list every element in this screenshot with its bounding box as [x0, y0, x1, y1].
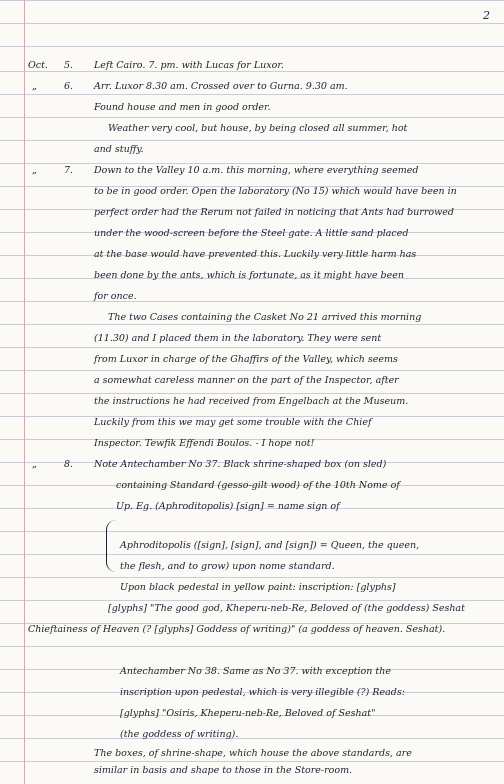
- diary-line-oct7-e: at the base would have prevented this. Luckily very little harm has: [94, 249, 417, 260]
- diary-line-oct6-b: Found house and men in good order.: [94, 102, 271, 113]
- diary-line-oct6-d: and stuffy.: [94, 144, 144, 155]
- diary-line-oct8-c: Up. Eg. (Aphroditopolis) [sign] = name sign of: [116, 501, 340, 512]
- diary-line-oct7-mark: „: [32, 165, 37, 176]
- diary-line-ante38-d: (the goddess of writing).: [120, 729, 239, 740]
- bracket-mark: [106, 520, 117, 572]
- diary-line-oct7-j: from Luxor in charge of the Ghaffirs of the Valley, which seems: [94, 354, 398, 365]
- diary-line-oct7-b: to be in good order. Open the laboratory (No 15) which would have been in: [94, 186, 457, 197]
- diary-line-oct7-n: Inspector. Tewfik Effendi Boulos. - I hope not!: [94, 438, 315, 449]
- diary-line-oct7-d: under the wood-screen before the Steel gate. A little sand placed: [94, 228, 409, 239]
- diary-line-ante38-a: Antechamber No 38. Same as No 37. with exception the: [120, 666, 391, 677]
- diary-line-oct8-day: 8.: [64, 459, 74, 470]
- diary-line-oct8-h: Chieftainess of Heaven (? [glyphs] Goddess of writing)" (a goddess of heaven. Seshat).: [28, 624, 446, 635]
- diary-line-oct5-day: 5.: [64, 60, 74, 71]
- diary-line-oct6-c: Weather very cool, but house, by being closed all summer, hot: [108, 123, 408, 134]
- margin-rule: [24, 0, 25, 784]
- diary-line-oct7-a: Down to the Valley 10 a.m. this morning, where everything seemed: [94, 165, 419, 176]
- diary-line-ante38-e: The boxes, of shrine-shape, which house the above standards, are: [94, 748, 412, 759]
- diary-line-oct8-mark: „: [32, 459, 37, 470]
- diary-line-oct7-day: 7.: [64, 165, 74, 176]
- diary-line-oct8-d: Aphroditopolis ([sign], [sign], and [sign]) = Queen, the queen,: [120, 540, 420, 551]
- diary-line-oct7-l: the instructions he had received from Engelbach at the Museum.: [94, 396, 409, 407]
- diary-line-oct8-f: Upon black pedestal in yellow paint: inscription: [glyphs]: [120, 582, 396, 593]
- diary-line-oct7-c: perfect order had the Rerum not failed in noticing that Ants had burrowed: [94, 207, 454, 218]
- diary-line-oct6-a: Arr. Luxor 8.30 am. Crossed over to Gurna. 9.30 am.: [94, 81, 348, 92]
- diary-line-oct7-i: (11.30) and I placed them in the laboratory. They were sent: [94, 333, 382, 344]
- diary-line-oct7-k: a somewhat careless manner on the part of the Inspector, after: [94, 375, 399, 386]
- diary-line-ante38-f: similar in basis and shape to those in the Store-room.: [94, 765, 353, 776]
- diary-line-oct6-mark: „: [32, 81, 37, 92]
- page-number: 2: [483, 9, 490, 22]
- diary-line-oct5-mon: Oct.: [28, 60, 48, 71]
- diary-line-oct8-e: the flesh, and to grow) upon nome standard.: [120, 561, 335, 572]
- diary-line-oct8-b: containing Standard (gesso-gilt wood) of the 10th Nome of: [116, 480, 400, 491]
- diary-line-oct8-a: Note Antechamber No 37. Black shrine-shaped box (on sled): [94, 459, 387, 470]
- diary-line-oct6-day: 6.: [64, 81, 74, 92]
- diary-line-ante38-c: [glyphs] "Osiris, Kheperu-neb-Re, Beloved of Seshat": [120, 708, 376, 719]
- diary-line-ante38-b: inscription upon pedestal, which is very illegible (?) Reads:: [120, 687, 405, 698]
- diary-line-oct7-f: been done by the ants, which is fortunate, as it might have been: [94, 270, 404, 281]
- diary-line-oct7-g: for once.: [94, 291, 137, 302]
- diary-line-oct7-h: The two Cases containing the Casket No 21 arrived this morning: [108, 312, 422, 323]
- diary-line-oct8-g: [glyphs] "The good god, Kheperu-neb-Re, Beloved of (the goddess) Seshat: [108, 603, 465, 614]
- diary-line-oct7-m: Luckily from this we may get some trouble with the Chief: [94, 417, 372, 428]
- diary-line-oct5-a: Left Cairo. 7. pm. with Lucas for Luxor.: [94, 60, 284, 71]
